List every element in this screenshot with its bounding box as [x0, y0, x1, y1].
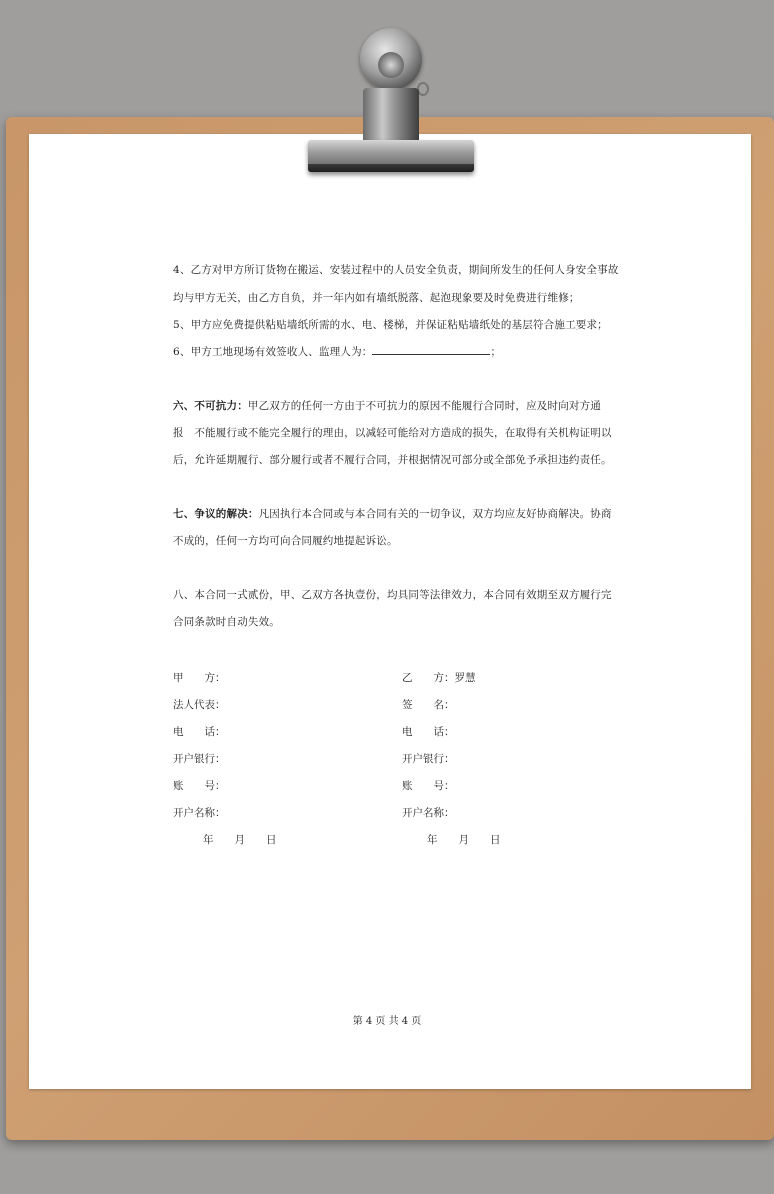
dispute-text-1: 凡因执行本合同或与本合同有关的一切争议，双方均应友好协商解决。协商	[258, 508, 612, 520]
party-a-account-name-label: 开户名称：	[173, 807, 226, 819]
party-b-account-name-label: 开户名称：	[402, 807, 455, 819]
dispute-heading: 七、争议的解决：	[173, 508, 259, 520]
party-b-name-label: 乙 方：罗慧	[402, 672, 476, 684]
party-b-date: 年 月 日	[427, 834, 501, 846]
clip-body-icon	[363, 88, 419, 144]
force-majeure-line-1	[173, 393, 613, 420]
clause-5: 5、甲方应免费提供粘贴墙纸所需的水、电、楼梯，并保证粘贴墙纸处的基层符合施工要求；	[173, 319, 608, 331]
party-a-date: 年 月 日	[203, 834, 277, 846]
force-majeure-text-1: 甲乙双方的任何一方由于不可抗力的原因不能履行合同时，应及时向对方通	[247, 400, 602, 412]
force-majeure-line-2: 报 不能履行或不能完全履行的理由，以减轻可能给对方造成的损失，在取得有关机构证明以	[173, 427, 612, 439]
party-a-account-label: 账 号：	[173, 780, 226, 792]
binder-clip-icon	[308, 140, 474, 172]
copies-line-2: 合同条款时自动失效。	[173, 616, 280, 628]
party-a-phone-label: 电 话：	[173, 726, 226, 738]
clause-6	[173, 339, 613, 366]
party-a-bank-label: 开户银行：	[173, 753, 226, 765]
party-b-bank-label: 开户银行：	[402, 753, 455, 765]
party-b-account-label: 账 号：	[402, 780, 455, 792]
party-a-legal-rep-label: 法人代表：	[173, 699, 226, 711]
force-majeure-heading: 六、不可抗力：	[173, 400, 248, 412]
clause-4-line-1: 4、乙方对甲方所订货物在搬运、安装过程中的人员安全负责，期间所发生的任何人身安全事故	[173, 264, 619, 276]
dispute-line-2: 不成的，任何一方均可向合同履约地提起诉讼。	[173, 535, 398, 547]
dispute-line-1	[173, 501, 613, 528]
clip-rivet-icon	[378, 52, 404, 78]
clause-6-text: 6、甲方工地现场有效签收人、监理人为：	[173, 346, 373, 358]
supervisor-blank-line	[372, 343, 490, 355]
copies-line-1: 八、本合同一式贰份，甲、乙双方各执壹份，均具同等法律效力，本合同有效期至双方履行完	[173, 589, 612, 601]
clause-6-end: ；	[490, 346, 502, 358]
party-b-phone-label: 电 话：	[402, 726, 455, 738]
page-number-footer: 第 4 页 共 4 页	[352, 1016, 422, 1027]
clause-4-line-2: 均与甲方无关，由乙方自负，并一年内如有墙纸脱落、起泡现象要及时免费进行维修；	[173, 292, 580, 304]
force-majeure-line-3: 后，允许延期履行、部分履行或者不履行合同，并根据情况可部分或全部免予承担违约责任。	[173, 454, 612, 466]
party-a-name-label: 甲 方：	[173, 672, 226, 684]
party-b-signature-label: 签 名：	[402, 699, 455, 711]
